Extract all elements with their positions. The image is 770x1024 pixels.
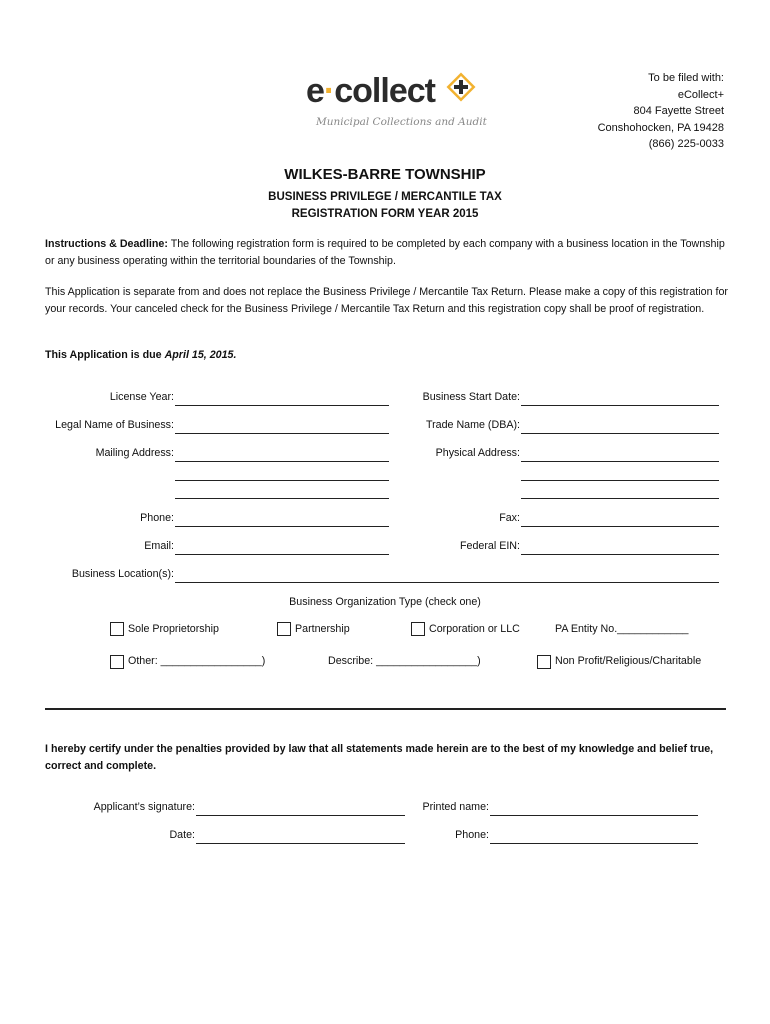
address-line: eCollect+ [677, 88, 724, 101]
legal-name-label: Legal Name of Business: [55, 419, 174, 431]
federal-ein-label: Federal EIN: [460, 540, 520, 552]
mailing-address-field-line3[interactable] [175, 498, 389, 499]
fax-field[interactable] [521, 526, 719, 527]
mailing-address-label: Mailing Address: [95, 447, 174, 459]
printed-name-label: Printed name: [422, 801, 489, 813]
phone-label: Phone: [140, 512, 174, 524]
form-subtitle [0, 189, 770, 223]
date-label: Date: [169, 829, 195, 841]
legal-name-field[interactable] [175, 433, 389, 434]
page-title: WILKES-BARRE TOWNSHIP [284, 166, 486, 183]
due-prefix: This Application is due [45, 349, 165, 361]
instructions-text: The following registration form is required to be completed by each company with a business location in the Township or any business operating within the territorial boundaries of the Township. [45, 238, 725, 267]
address-line: (866) 225-0033 [648, 138, 724, 150]
non-profit-checkbox[interactable] [537, 655, 551, 669]
partnership-label: Partnership [295, 623, 350, 635]
corporation-llc-checkbox[interactable] [411, 622, 425, 636]
business-location-field[interactable] [175, 582, 719, 583]
signature-phone-field[interactable] [490, 843, 698, 844]
business-location-label: Business Location(s): [71, 568, 174, 580]
describe-field[interactable]: Describe: _________________) [328, 655, 481, 667]
org-type-heading: Business Organization Type (check one) [289, 596, 481, 608]
license-year-label: License Year: [109, 391, 174, 403]
physical-address-field-line2[interactable] [521, 480, 719, 481]
mailing-address-field-line2[interactable] [175, 480, 389, 481]
trade-name-label: Trade Name (DBA): [425, 419, 520, 431]
address-line: To be filed with: [648, 72, 724, 84]
filing-address [598, 70, 724, 153]
license-year-field[interactable] [175, 405, 389, 406]
ecollect-logo [300, 66, 500, 136]
phone-field[interactable] [175, 526, 389, 527]
section-divider [45, 708, 726, 710]
business-start-date-label: Business Start Date: [422, 391, 520, 403]
due-date: April 15, 2015. [164, 349, 237, 361]
instructions-paragraph [45, 236, 730, 269]
address-line: 804 Fayette Street [633, 105, 724, 117]
applicant-signature-label: Applicant’s signature: [93, 801, 195, 813]
sole-proprietorship-label: Sole Proprietorship [128, 623, 219, 635]
certification-statement: I hereby certify under the penalties provided by law that all statements made herein are to the best of my knowledge and belief true, correct and complete. [45, 743, 714, 772]
subtitle-line: REGISTRATION FORM YEAR 2015 [291, 208, 479, 220]
subtitle-line: BUSINESS PRIVILEGE / MERCANTILE TAX [268, 191, 502, 203]
signature-phone-label: Phone: [455, 829, 489, 841]
sole-proprietorship-checkbox[interactable] [110, 622, 124, 636]
other-label[interactable]: Other: _________________) [128, 655, 266, 667]
email-label: Email: [144, 540, 174, 552]
date-field[interactable] [196, 843, 405, 844]
applicant-signature-field[interactable] [196, 815, 405, 816]
trade-name-field[interactable] [521, 433, 719, 434]
logo-collect: collect [334, 72, 435, 110]
plus-diamond-icon [446, 72, 476, 102]
separate-note-paragraph: This Application is separate from and does not replace the Business Privilege / Mercantile Tax Return. Please make a copy of this registration for your records. Your canceled check for the Business Privilege / Mercantile Tax Return and this registration copy shall be proof of registration. [45, 286, 728, 315]
address-line: Conshohocken, PA 19428 [597, 121, 724, 134]
physical-address-label: Physical Address: [435, 447, 520, 459]
other-checkbox[interactable] [110, 655, 124, 669]
instructions-label: Instructions & Deadline: [45, 238, 168, 250]
logo-dot-icon: · [323, 72, 335, 110]
due-date-notice [45, 347, 730, 364]
partnership-checkbox[interactable] [277, 622, 291, 636]
mailing-address-field[interactable] [175, 461, 389, 462]
email-field[interactable] [175, 554, 389, 555]
logo-tagline: Municipal Collections and Audit [316, 116, 487, 128]
fax-label: Fax: [499, 512, 520, 524]
business-start-date-field[interactable] [521, 405, 719, 406]
federal-ein-field[interactable] [521, 554, 719, 555]
logo-e: e [306, 72, 324, 110]
printed-name-field[interactable] [490, 815, 698, 816]
physical-address-field[interactable] [521, 461, 719, 462]
physical-address-field-line3[interactable] [521, 498, 719, 499]
non-profit-label: Non Profit/Religious/Charitable [555, 655, 702, 667]
corporation-llc-label: Corporation or LLC [429, 623, 520, 635]
logo-wordmark [306, 72, 435, 111]
pa-entity-number-field[interactable]: PA Entity No.____________ [555, 623, 689, 635]
